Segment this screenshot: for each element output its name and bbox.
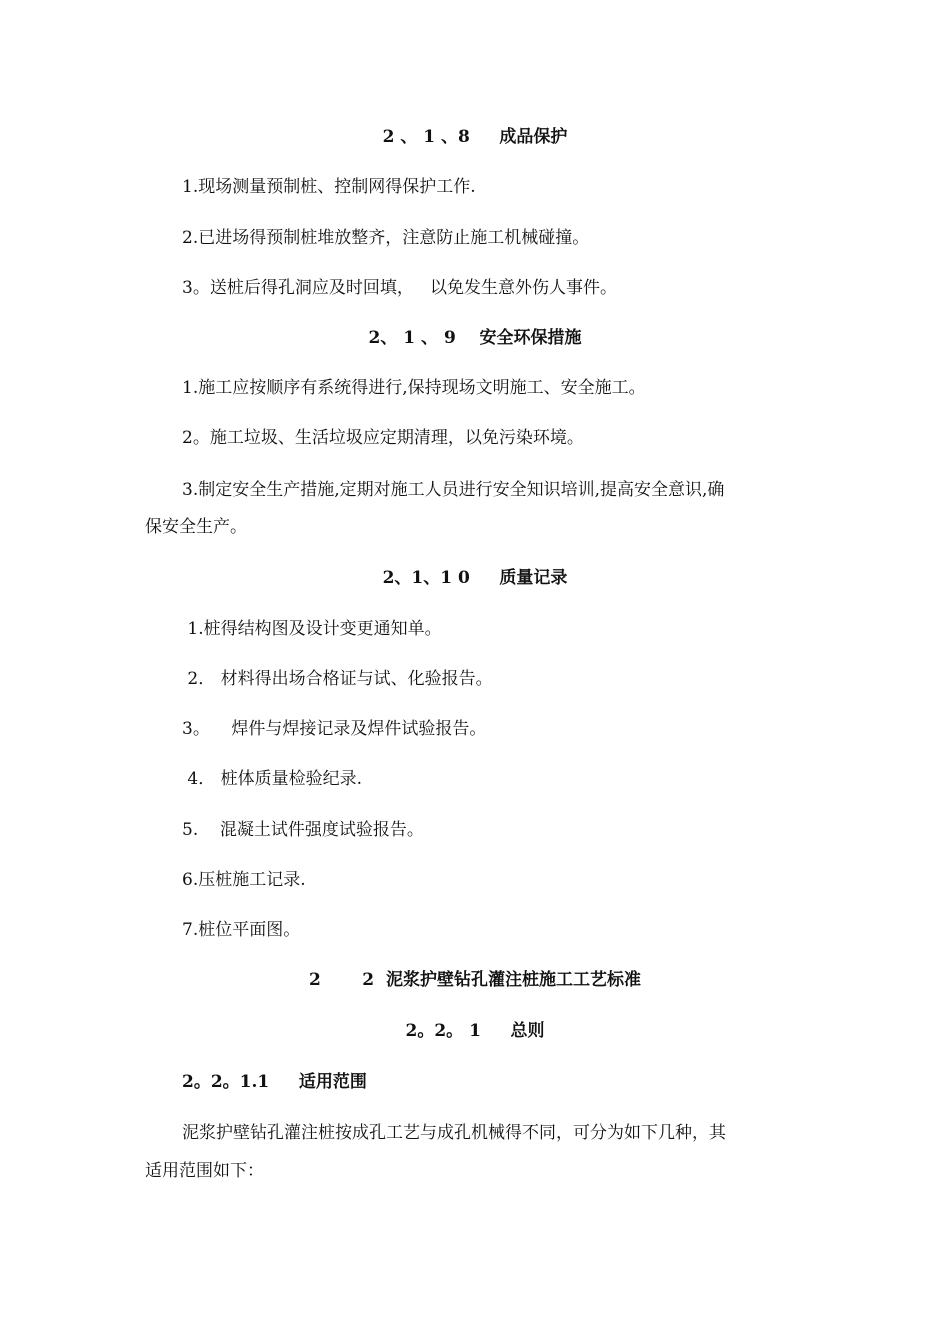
list-item: 2． 材料得出场合格证与试、化验报告。 xyxy=(182,669,493,689)
body-paragraph-continuation: 适用范围如下： xyxy=(145,1161,264,1181)
list-item: 6.压桩施工记录. xyxy=(182,870,306,890)
list-item-continuation: 保安全生产。 xyxy=(145,517,247,537)
list-item: 7.桩位平面图。 xyxy=(182,920,301,940)
list-item: 5. 混凝土试件强度试验报告。 xyxy=(182,820,424,840)
heading-2-1-9: 2、 1 、 9 安全环保措施 xyxy=(368,328,582,348)
list-item: 1.施工应按顺序有系统得进行,保持现场文明施工、安全施工。 xyxy=(182,378,646,398)
list-item: 2.已进场得预制桩堆放整齐，注意防止施工机械碰撞。 xyxy=(182,228,590,248)
body-paragraph: 泥浆护壁钻孔灌注桩按成孔工艺与成孔机械得不同，可分为如下几种，其 xyxy=(182,1123,726,1143)
heading-2-1-8: 2 、 1 、8 成品保护 xyxy=(382,127,568,147)
list-item: 1.桩得结构图及设计变更通知单。 xyxy=(182,619,442,639)
heading-2-2: 2 2 泥浆护壁钻孔灌注桩施工工艺标准 xyxy=(309,970,641,990)
list-item: 3。 焊件与焊接记录及焊件试验报告。 xyxy=(182,719,487,739)
heading-2-2-1: 2。2。 1 总则 xyxy=(405,1021,545,1041)
list-item: 3。送桩后得孔洞应及时回填， 以免发生意外伤人事件。 xyxy=(182,278,618,298)
list-item: 4． 桩体质量检验纪录. xyxy=(182,769,363,789)
heading-2-2-1-1: 2。2。1.1 适用范围 xyxy=(182,1072,367,1092)
list-item: 1.现场测量预制桩、控制网得保护工作. xyxy=(182,177,476,197)
list-item: 3.制定安全生产措施,定期对施工人员进行安全知识培训,提高安全意识,确 xyxy=(182,480,725,500)
heading-2-1-10: 2、1、1 0 质量记录 xyxy=(382,568,568,588)
list-item: 2。施工垃圾、生活垃圾应定期清理，以免污染环境。 xyxy=(182,428,584,448)
